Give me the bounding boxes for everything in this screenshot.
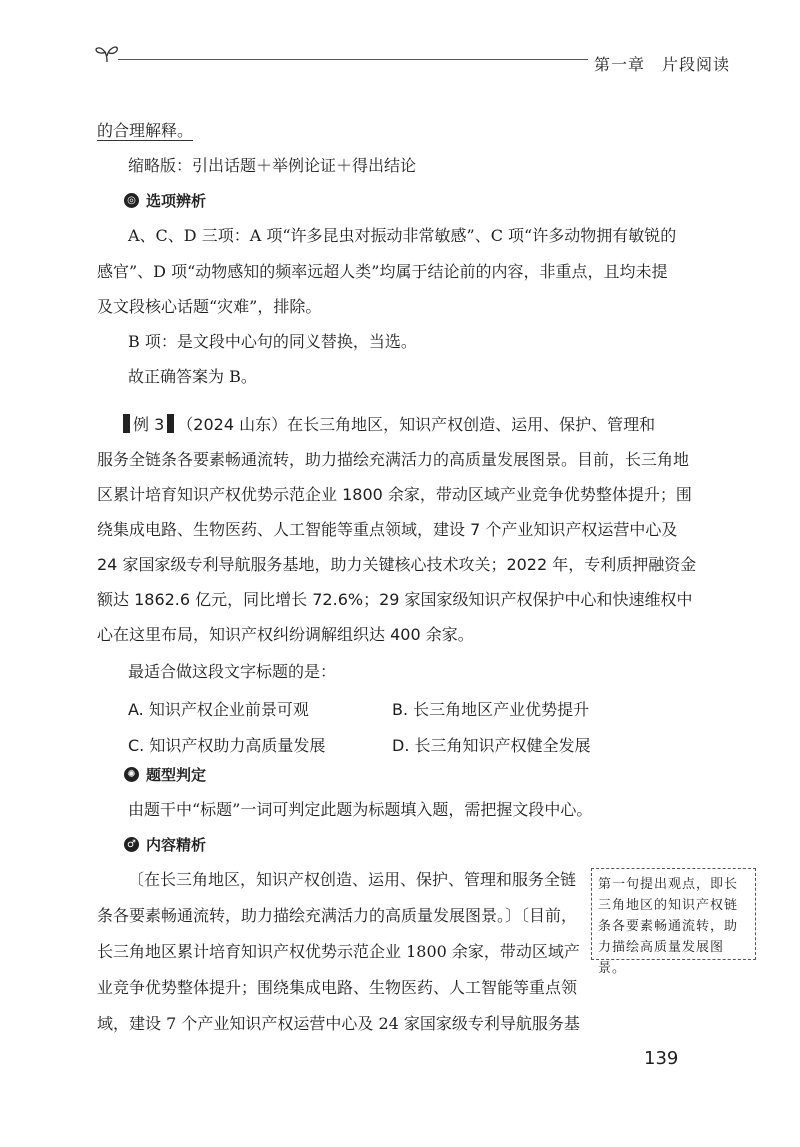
option-b: B. 长三角地区产业优势提升 <box>392 700 590 719</box>
side-note: 第一句提出观点，即长三角地区的知识产权链条各要素畅通流转，助力描绘高质量发展图景。 <box>591 868 756 960</box>
example-header: 例 3 （2024 山东）在长三角地区，知识产权创造、运用、保护、管理和 <box>120 412 655 435</box>
text-line: 的合理解释。 <box>97 121 194 140</box>
chapter-title: 第一章 片段阅读 <box>588 52 730 75</box>
text-line: 由题干中“标题”一词可判定此题为标题填入题，需把握文段中心。 <box>128 800 593 819</box>
text-line: B 项：是文段中心句的同义替换，当选。 <box>128 332 417 351</box>
sprout-icon <box>94 42 120 64</box>
text-line: 心在这里布局，知识产权纠纷调解组织达 400 余家。 <box>97 625 474 644</box>
example-label: 例 3 <box>133 415 165 434</box>
text-line: 业竞争优势整体提升；围绕集成电路、生物医药、人工智能等重点领 <box>97 978 578 997</box>
section-title-options: 选项辨析 <box>146 192 207 210</box>
text-line: 及文段核心话题“灾难”，排除。 <box>97 297 322 316</box>
text-line: 绕集成电路、生物医药、人工智能等重点领域，建设 7 个产业知识产权运营中心及 <box>97 520 678 539</box>
text-line: A、C、D 三项：A 项“许多昆虫对振动非常敏感”、C 项“许多动物拥有敏锐的 <box>128 226 677 245</box>
option-a: A. 知识产权企业前景可观 <box>128 700 309 719</box>
analysis-icon: ♂ <box>124 837 139 852</box>
section-title-content: 内容精析 <box>146 836 207 854</box>
section-title-type: 题型判定 <box>146 766 207 784</box>
text-line: 24 家国家级专利导航服务基地，助力关键核心技术攻关；2022 年，专利质押融资金 <box>97 555 697 574</box>
text-line: 感官”、D 项“动物感知的频率远超人类”均属于结论前的内容，非重点，且均未提 <box>97 262 668 281</box>
option-d: D. 长三角知识产权健全发展 <box>392 736 591 755</box>
outline-line: 缩略版：引出话题＋举例论证＋得出结论 <box>128 156 417 175</box>
question: 最适合做这段文字标题的是： <box>128 662 337 681</box>
option-c: C. 知识产权助力高质量发展 <box>128 736 326 755</box>
page-number: 139 <box>644 1048 679 1069</box>
text-line: 额达 1862.6 亿元，同比增长 72.6%；29 家国家级知识产权保护中心和快速维权中 <box>97 590 693 609</box>
text-line: 长三角地区累计培育知识产权优势示范企业 1800 余家，带动区域产 <box>97 942 580 961</box>
analysis-icon: ◎ <box>124 193 139 208</box>
text-line: 服务全链条各要素畅通流转，助力描绘充满活力的高质量发展图景。目前，长三角地 <box>97 450 690 469</box>
text-line: 条各要素畅通流转，助力描绘充满活力的高质量发展图景。〕〔目前， <box>97 906 578 925</box>
answer-line: 故正确答案为 B。 <box>128 367 257 386</box>
gear-icon: ✺ <box>124 767 139 782</box>
text-line: 区累计培育知识产权优势示范企业 1800 余家，带动区域产业竞争优势整体提升；围 <box>97 485 692 504</box>
text-line: 〔在长三角地区，知识产权创造、运用、保护、管理和服务全链 <box>128 870 577 889</box>
text-line: 域，建设 7 个产业知识产权运营中心及 24 家国家级专利导航服务基 <box>97 1014 580 1033</box>
